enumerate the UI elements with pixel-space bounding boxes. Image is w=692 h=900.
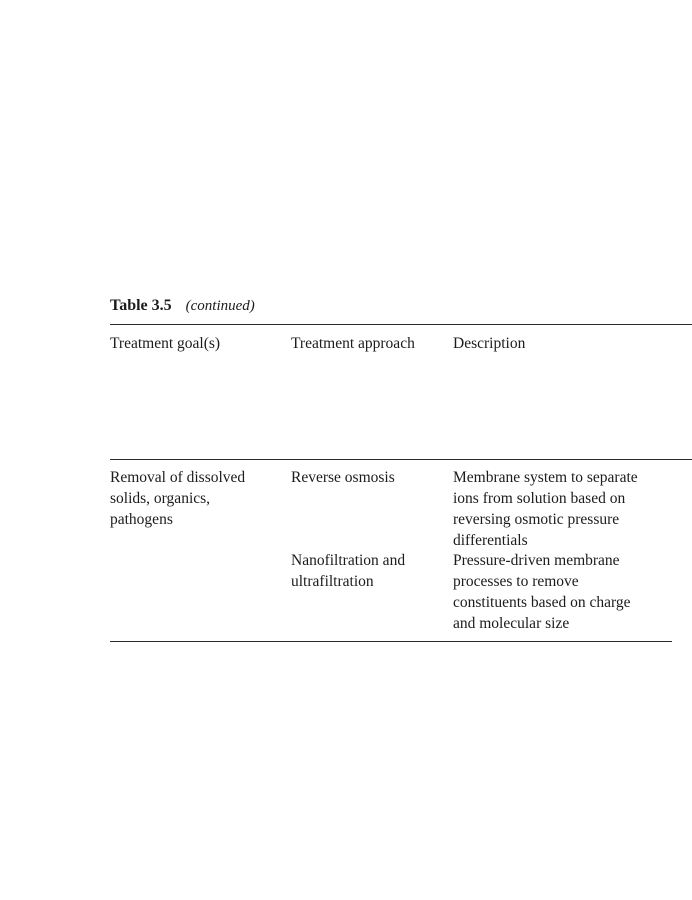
table-cell-approach <box>291 467 395 488</box>
cell-text-line: differentials <box>453 532 528 549</box>
table-bottom-rule <box>110 641 672 642</box>
cell-text-line: Membrane system to separate <box>453 469 638 486</box>
table-label: Table 3.5 <box>110 297 172 314</box>
cell-text-line: Nanofiltration and <box>291 552 406 569</box>
cell-text-line: reversing osmotic pressure <box>453 511 620 528</box>
table-top-rule <box>110 324 692 325</box>
cell-text-line: ultrafiltration <box>291 573 374 590</box>
cell-text-line: solids, organics, <box>110 490 211 507</box>
cell-text-line: constituents based on charge <box>453 594 631 611</box>
cell-text-line: and molecular size <box>453 615 570 632</box>
cell-text-line: Pressure-driven membrane <box>453 552 620 569</box>
table-cell-goal <box>110 467 245 530</box>
column-header-treatment-goals: Treatment goal(s) <box>110 335 221 352</box>
table-cell-description <box>453 550 631 634</box>
table-caption <box>110 297 255 315</box>
cell-text-line: Reverse osmosis <box>291 469 395 486</box>
cell-text-line: processes to remove <box>453 573 579 590</box>
table-header-rule <box>110 459 692 460</box>
cell-text-line: ions from solution based on <box>453 490 626 507</box>
cell-text-line: pathogens <box>110 511 173 528</box>
cell-text-line: Removal of dissolved <box>110 469 246 486</box>
table-cell-approach <box>291 550 405 592</box>
column-header-description: Description <box>453 335 526 352</box>
table-cell-description <box>453 467 638 551</box>
column-header-treatment-approach: Treatment approach <box>291 335 415 352</box>
table-continued-note: (continued) <box>185 298 255 314</box>
